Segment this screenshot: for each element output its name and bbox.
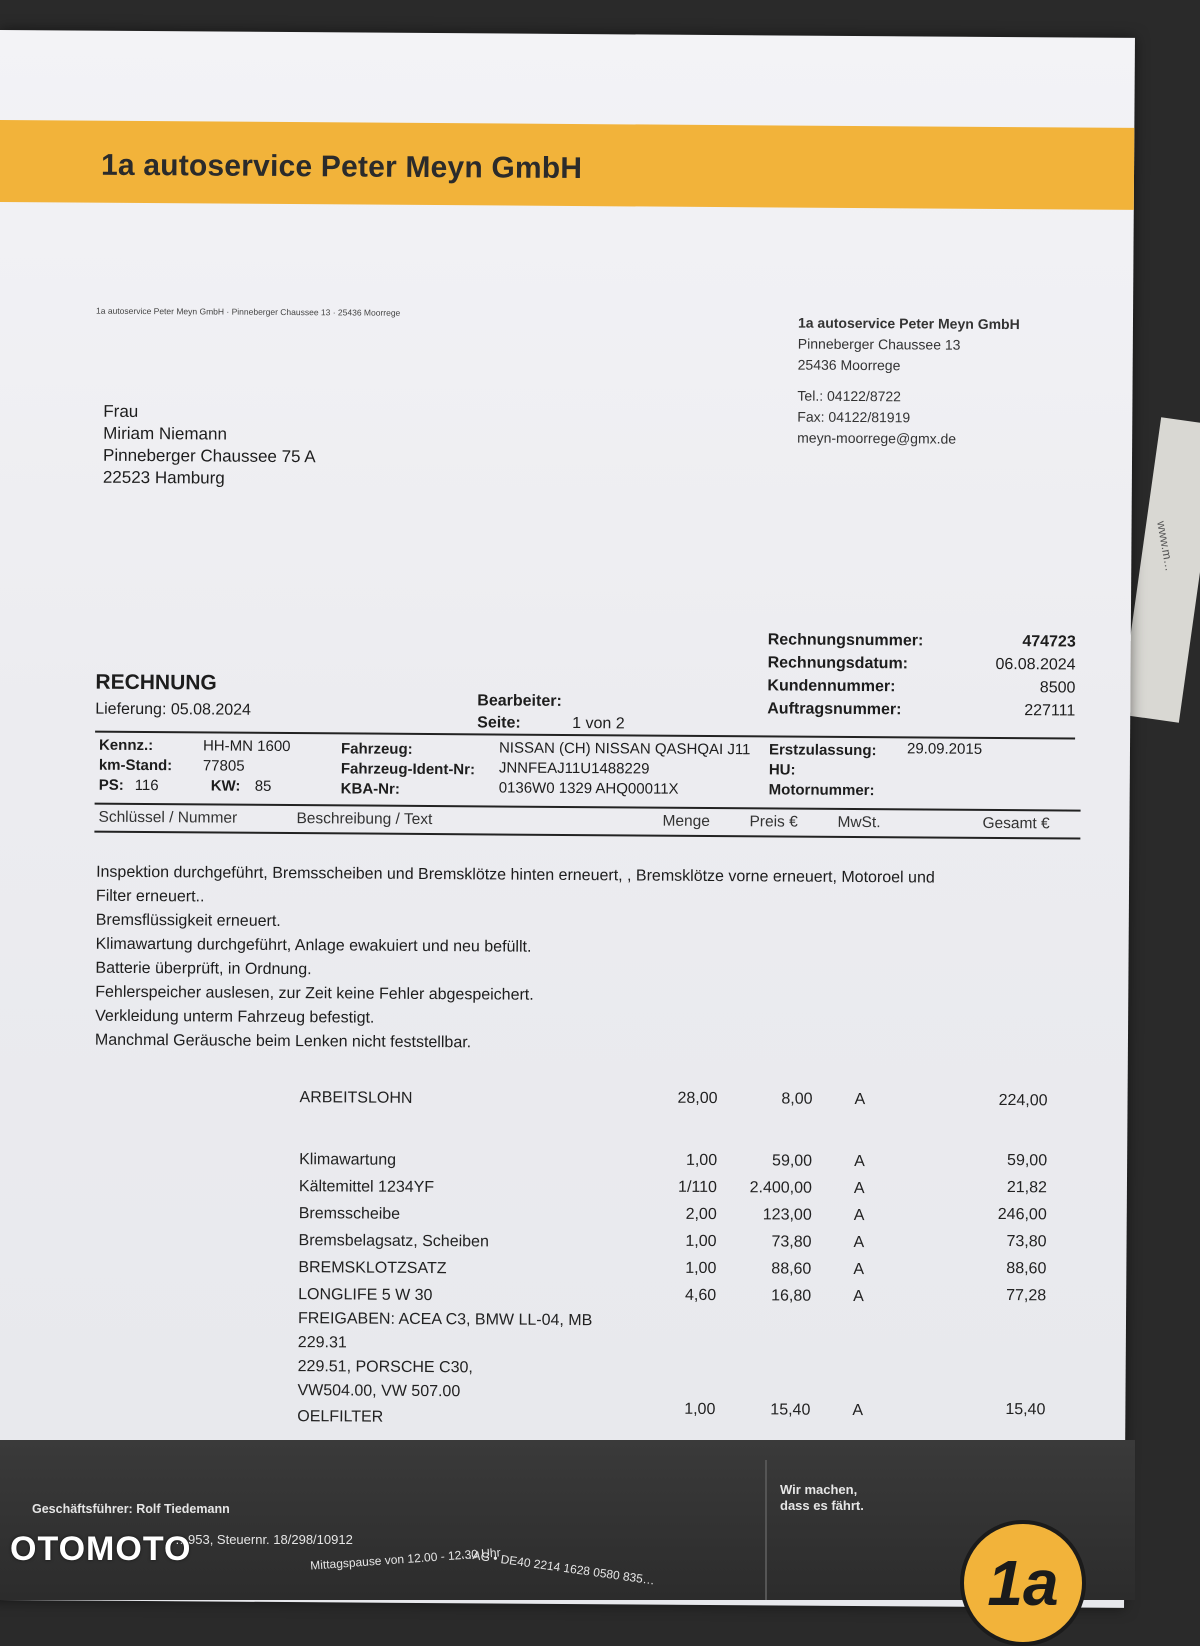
slogan — [780, 1482, 864, 1514]
item-vat: A — [853, 1260, 865, 1279]
description-line: Manchmal Geräusche beim Lenken nicht feststellbar. — [94, 1031, 472, 1052]
mileage-value: 77805 — [202, 757, 245, 775]
item-note: VW504.00, VW 507.00 — [297, 1382, 461, 1401]
item-qty: 1,00 — [685, 1151, 718, 1170]
item-price: 59,00 — [772, 1152, 813, 1170]
invoice-date-label: Rechnungsdatum: — [767, 654, 909, 673]
description-line: Bremsflüssigkeit erneuert. — [95, 911, 281, 930]
item-price: 15,40 — [770, 1401, 811, 1419]
item-total: 73,80 — [1006, 1233, 1047, 1251]
recipient-address — [103, 401, 316, 490]
description-line: Verkleidung unterm Fahrzeug befestigt. — [95, 1007, 375, 1027]
invoice-number-label: Rechnungsnummer: — [767, 631, 924, 650]
recipient-street: Pinneberger Chaussee 75 A — [102, 445, 316, 467]
item-desc: Bremsscheibe — [298, 1205, 401, 1223]
mileage-label: km-Stand: — [98, 756, 173, 775]
customer-number-label: Kundennummer: — [767, 677, 896, 696]
plate-value: HH-MN 1600 — [202, 737, 291, 756]
item-note: FREIGABEN: ACEA C3, BMW LL-04, MB — [297, 1310, 593, 1330]
invoice-paper — [0, 30, 1135, 1608]
editor-page-info — [477, 690, 625, 735]
item-qty: 1,00 — [685, 1232, 717, 1251]
hu-label: HU: — [768, 761, 796, 779]
background-card-url: www.m… — [1154, 520, 1177, 573]
ps-label: PS: — [98, 776, 124, 794]
divider-mid — [95, 803, 1081, 811]
brand-logo-icon: 1a — [960, 1520, 1086, 1646]
item-qty: 1,00 — [684, 1400, 716, 1419]
plate-label: Kennz.: — [98, 736, 154, 755]
document-title: RECHNUNG — [95, 670, 217, 695]
item-total: 246,00 — [997, 1205, 1047, 1224]
item-desc: BREMSKLOTZSATZ — [298, 1259, 447, 1278]
customer-number: 8500 — [1039, 679, 1076, 697]
recipient-salutation: Frau — [103, 401, 139, 421]
company-title: 1a autoservice Peter Meyn GmbH — [100, 148, 583, 186]
item-desc: Bremsbelagsatz, Scheiben — [298, 1232, 489, 1251]
kw-value: 85 — [254, 777, 272, 795]
order-number: 227111 — [1024, 702, 1076, 720]
item-vat: A — [854, 1090, 866, 1109]
col-desc: Beschreibung / Text — [296, 810, 433, 829]
managing-director: Geschäftsführer: Rolf Tiedemann — [32, 1502, 230, 1516]
slogan-line-1: Wir machen, — [780, 1482, 858, 1497]
company-address — [797, 313, 1020, 451]
description-line: Klimawartung durchgeführt, Anlage ewakuiert und neu befüllt. — [95, 935, 532, 956]
invoice-date: 06.08.2024 — [995, 655, 1076, 674]
item-qty: 2,00 — [685, 1205, 717, 1224]
col-price: Preis € — [749, 813, 798, 831]
invoice-number: 474723 — [1022, 633, 1076, 651]
item-desc: ARBEITSLOHN — [299, 1089, 413, 1107]
lunch-break: Mittagspause von 12.00 - 12.30 Uhr — [309, 1545, 502, 1573]
item-price: 16,80 — [771, 1287, 812, 1305]
recipient-name: Miriam Niemann — [103, 423, 228, 444]
vehicle-label: Fahrzeug: — [340, 740, 413, 758]
item-total: 21,82 — [1006, 1179, 1048, 1197]
col-vat: MwSt. — [837, 813, 881, 832]
divider-header-bottom — [94, 831, 1080, 839]
invoice-meta — [767, 628, 1076, 722]
vin-value: JNNFEAJ11U1488229 — [498, 759, 650, 778]
description-line: Fehlerspeicher auslesen, zur Zeit keine Fehler abgespeichert. — [95, 983, 534, 1004]
item-vat: A — [854, 1152, 865, 1171]
item-desc: OELFILTER — [297, 1408, 384, 1426]
item-desc: LONGLIFE 5 W 30 — [298, 1286, 433, 1305]
company-tel: Tel.: 04122/8722 — [797, 387, 902, 405]
company-street: Pinneberger Chaussee 13 — [797, 335, 961, 353]
kba-value: 0136W0 1329 AHQ00011X — [498, 779, 679, 798]
item-total: 59,00 — [1007, 1152, 1048, 1170]
delivery-date: Lieferung: 05.08.2024 — [95, 700, 252, 719]
item-vat: A — [853, 1179, 865, 1198]
col-key: Schlüssel / Nummer — [98, 808, 238, 827]
editor-label: Bearbeiter: — [477, 692, 562, 710]
item-vat: A — [853, 1206, 865, 1225]
item-desc: Kältemittel 1234YF — [298, 1178, 435, 1197]
item-price: 123,00 — [762, 1206, 812, 1224]
watermark: OTOMOTO — [10, 1530, 192, 1568]
ps-value: 116 — [134, 776, 159, 795]
kba-label: KBA-Nr: — [340, 780, 400, 798]
item-price: 73,80 — [771, 1233, 812, 1251]
item-qty: 28,00 — [677, 1089, 718, 1108]
slogan-line-2: dass es fährt. — [780, 1498, 864, 1513]
item-qty: 1/110 — [678, 1178, 717, 1197]
item-desc: Klimawartung — [299, 1151, 397, 1169]
item-vat: A — [852, 1401, 864, 1420]
company-fax: Fax: 04122/81919 — [797, 408, 911, 426]
item-total: 77,28 — [1006, 1287, 1047, 1305]
item-price: 8,00 — [781, 1090, 813, 1108]
item-price: 88,60 — [771, 1260, 812, 1278]
item-note: 229.51, PORSCHE C30, — [297, 1358, 473, 1377]
engine-number-label: Motornummer: — [768, 781, 875, 800]
item-total: 224,00 — [998, 1091, 1048, 1110]
col-qty: Menge — [662, 812, 710, 830]
vehicle-value: NISSAN (CH) NISSAN QASHQAI J11 — [498, 739, 751, 759]
kw-label: KW: — [210, 777, 241, 795]
order-number-label: Auftragsnummer: — [767, 700, 902, 719]
item-note: 229.31 — [297, 1334, 347, 1352]
vehicle-info — [99, 736, 1079, 803]
item-vat: A — [853, 1233, 865, 1252]
page-label: Seite: — [477, 714, 521, 732]
description-line: Filter erneuert.. — [95, 887, 205, 906]
item-total: 88,60 — [1006, 1260, 1047, 1278]
page-value: 1 von 2 — [572, 715, 625, 733]
item-price: 2.400,00 — [749, 1179, 812, 1197]
footer-divider — [765, 1460, 767, 1600]
item-total: 15,40 — [1005, 1401, 1046, 1419]
registration-label: Erstzulassung: — [768, 741, 877, 760]
item-vat: A — [853, 1287, 864, 1306]
recipient-city: 22523 Hamburg — [102, 467, 225, 488]
item-qty: 1,00 — [685, 1259, 717, 1278]
company-name: 1a autoservice Peter Meyn GmbH — [797, 314, 1020, 333]
col-total: Gesamt € — [982, 814, 1050, 833]
company-email: meyn-moorrege@gmx.de — [797, 429, 957, 447]
bank-details: …AG • DE40 2214 1628 0580 835… — [459, 1546, 656, 1588]
item-qty: 4,60 — [684, 1286, 717, 1305]
vin-label: Fahrzeug-Ident-Nr: — [340, 760, 476, 779]
company-city: 25436 Moorrege — [797, 356, 901, 374]
tax-number: …953, Steuernr. 18/298/10912 — [175, 1532, 353, 1547]
registration-value: 29.09.2015 — [906, 740, 983, 758]
description-line: Batterie überprüft, in Ordnung. — [95, 959, 312, 979]
description-line: Inspektion durchgeführt, Bremsscheiben und Bremsklötze hinten erneuert, , Bremsklötze vorne erneuert, Motoroel und — [96, 863, 935, 887]
sender-return-line: 1a autoservice Peter Meyn GmbH · Pinneberger Chaussee 13 · 25436 Moorrege — [96, 305, 401, 318]
work-description — [95, 861, 1076, 1060]
